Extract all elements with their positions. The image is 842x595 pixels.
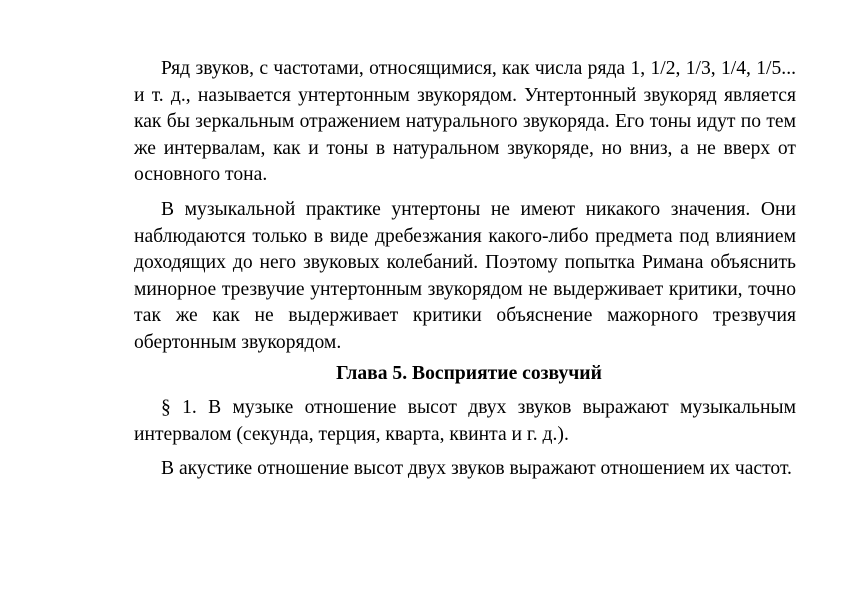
paragraph-section-1: § 1. В музыке отношение высот двух звуков выражают музыкальным интервалом (секунда, терция, кварта, квинта и г. д.).	[134, 397, 796, 445]
paragraph-undertone-practice: В музыкальной практике унтертоны не имеют никакого значения. Они наблюдаются только в виде дребезжания какого-либо предмета под влиянием доходящих до него звуковых колебаний. Поэтому попытка Римана объяснить минорное трезвучие унтертонным звукорядом не выдерживает критики, точно так же как не выдерживает критики объяснение мажорного трезвучия обертонным звукорядом.	[134, 198, 796, 353]
paragraph-undertone-series: Ряд звуков, с частотами, относящимися, как числа ряда 1, 1/2, 1/3, 1/4, 1/5... и т. д., называется унтертонным звукорядом. Унтертонный звукоряд является как бы зеркальным отражением натурального звукоряда. Его тоны идут по тем же интервалам, как и тоны в натуральном звукоряде, но вниз, а не вверх от основного тона.	[134, 58, 796, 186]
paragraph-acoustics: В акустике отношение высот двух звуков выражают отношением их частот.	[161, 458, 792, 480]
chapter-title: Глава 5. Восприятие созвучий	[336, 362, 602, 384]
document-body	[134, 56, 796, 483]
